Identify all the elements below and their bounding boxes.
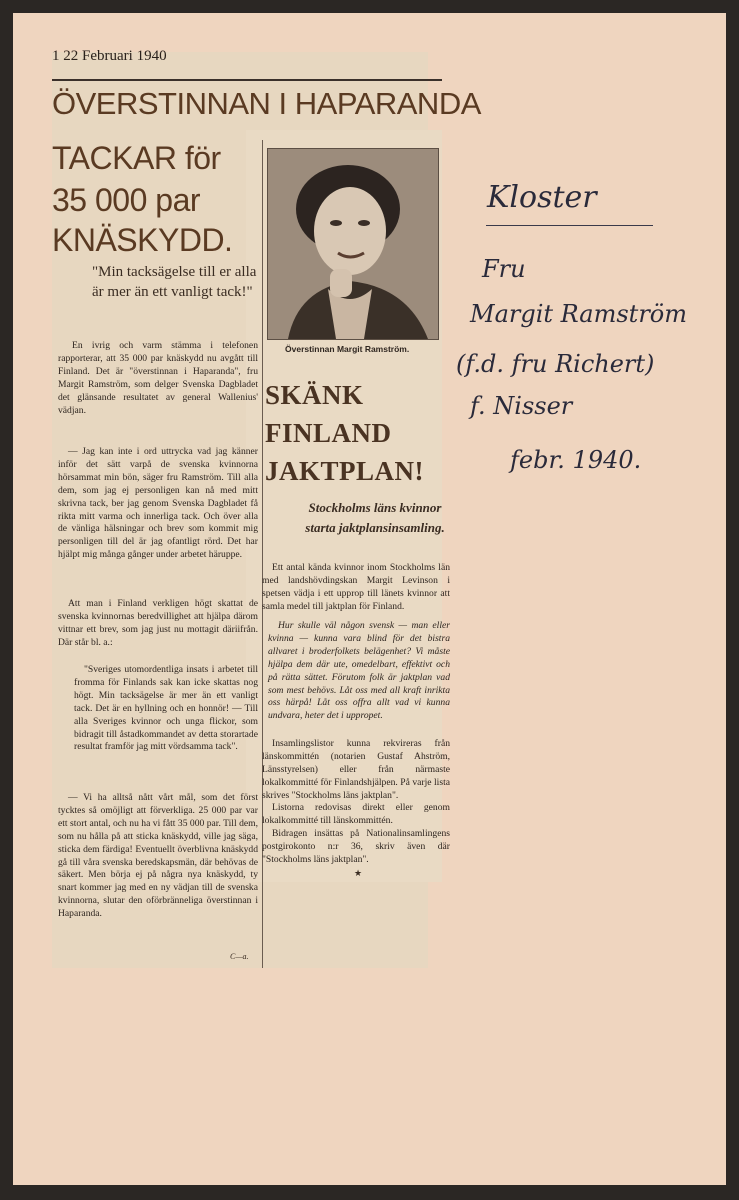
pull-quote: "Min tacksägelse till er alla är mer än ett vanligt tack!"	[92, 264, 257, 300]
article-paragraph: — Vi ha alltså nått vårt mål, som det först tycktes så omöjligt att förverkliga. 25 000 par var ett stort antal, och nu ha vi fått 35 000 par. Till dem, som nu hålla på att sticka knäskydd, ville jag säga, sticka dem färdiga! Eventuellt överblivna knäskydd gå till våra svenska beredskapsmän, där behövas de säkert. Men börja ej på några nya knäskydd, ty snart kommer jag med en ny vädjan till de svenska kvinnorna, slutar den oförbränneliga överstinnan i Haparanda.	[58, 792, 258, 920]
article-signature: C—a.	[230, 952, 249, 961]
headline-line-1: ÖVERSTINNAN I HAPARANDA	[52, 86, 481, 121]
end-star: ★	[354, 868, 363, 878]
second-article-paragraph: Ett antal kända kvinnor inom Stockholms län med landshövdingskan Margit Levinson i spetsen vädja i ett upprop till länets kvinnor att samla medel till jaktplan för Finland.	[262, 562, 450, 612]
headline-line-3: 35 000 par	[52, 182, 201, 218]
handwritten-line: f. Nisser	[470, 392, 573, 420]
second-article-appeal: Hur skulle väl någon svensk — man eller kvinna — kunna vara blind för det bistra allvaret i broderfolkets belägenhet? Vi måste hjälpa dem där ute, omedelbart, effektivt och på rätta sättet. Förutom folk är jaktplan vad som mest behövs. Låt oss med all kraft inrikta oss härpå! Låt oss offra allt vad vi kunna undvara, heter det i uppropet.	[268, 620, 450, 722]
article-paragraph: En ivrig och varm stämma i telefonen rapporterar, att 35 000 par knäskydd nu avgått till Finland. Det är "överstinnan i Haparanda", fru Margit Ramström, som delger Svenska Dagbladet det glänsande resultatet av general Wallenius' vädjan.	[58, 340, 258, 416]
second-headline-line-1: SKÄNK	[265, 380, 364, 410]
article-paragraph: Att man i Finland verkligen högt skattat de svenska kvinnornas beredvillighet att hjälpa därom vittnar ett brev, som jag just nu mottagit däriifrån. Där står bl. a.:	[58, 598, 258, 648]
handwritten-line: Fru	[482, 255, 526, 283]
handwritten-line: (f.d. fru Richert)	[456, 350, 655, 378]
second-article-paragraph: Bidragen insättas på Nationalinsamlingens postgirokonto n:r 36, skriv även där "Stockholms läns jaktplan".	[262, 828, 450, 865]
handwritten-underline	[486, 225, 653, 226]
handwritten-title: Kloster	[487, 180, 597, 215]
portrait-illustration	[268, 149, 438, 339]
photo-caption: Överstinnan Margit Ramström.	[285, 344, 410, 354]
second-headline-line-2: FINLAND	[265, 418, 392, 448]
handwritten-line: febr. 1940.	[510, 446, 642, 474]
second-article-paragraph: Listorna redovisas direkt eller genom lokalkommitté till länskommittén.	[262, 802, 450, 826]
article-letter-quote: "Sveriges utomordentliga insats i arbetet till fromma för Finlands sak kan icke skattas nog högt. Min tacksägelse är mer än ett vanligt tack. Det är en hyllning och en honnör! — Till alla Sveriges kvinnor och unga flickor, som bidragit till åstadkommandet av detta storartade resultat framför jag mitt vördsamma tack".	[74, 664, 258, 753]
handwritten-line: Margit Ramström	[470, 300, 687, 328]
article-paragraph: — Jag kan inte i ord uttrycka vad jag känner inför det sätt varpå de svenska kvinnorna hörsammat min bön, säger fru Ramström. Till alla dem, som jag ej personligen kan nå med mitt skrivna tack, ber jag genom Svenska Dagbladet få rikta mitt varma och innerliga tack. Och över alla de vänliga hälsningar och brev som kommit mig personligen till del är jag ofantligt rörd. Det har hjälpt mig många gånger under arbetet häruppe.	[58, 446, 258, 561]
dateline-rule	[52, 79, 442, 81]
dateline: 1 22 Februari 1940	[52, 48, 167, 64]
second-subheadline: Stockholms läns kvinnor starta jaktplansinsamling.	[305, 500, 445, 535]
second-headline-line-3: JAKTPLAN!	[265, 456, 424, 486]
headline-line-2: TACKAR för	[52, 140, 221, 176]
headline-line-4: KNÄSKYDD.	[52, 222, 233, 258]
portrait-photo	[267, 148, 439, 340]
second-article-paragraph: Insamlingslistor kunna rekvireras från länskommittén (notarien Gustaf Ahström, Länsstyrelsen) eller från närmaste lokalkommitté för Finlandshjälpen. På varje lista skrives "Stockholms läns jaktplan".	[262, 738, 450, 801]
